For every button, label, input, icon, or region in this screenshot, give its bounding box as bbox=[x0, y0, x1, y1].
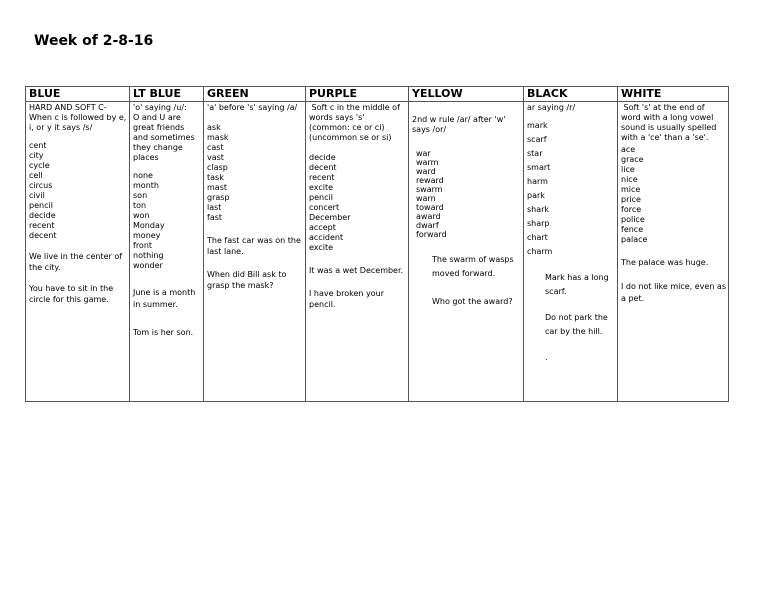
rule-text: ar saying /r/ bbox=[527, 103, 576, 112]
example-sentence: I have broken your pencil. bbox=[309, 289, 385, 309]
word-item: mask bbox=[207, 133, 229, 142]
word-item: civil bbox=[29, 191, 45, 200]
word-item: ace bbox=[621, 145, 636, 154]
content-row bbox=[26, 102, 729, 402]
column-header-white: WHITE bbox=[618, 87, 729, 102]
column-header-black: BLACK bbox=[524, 87, 618, 102]
column-cell-white bbox=[618, 102, 729, 402]
column-cell-purple bbox=[306, 102, 409, 402]
example-sentence: The palace was huge. bbox=[621, 258, 709, 267]
column-cell-blue bbox=[26, 102, 130, 402]
word-item: accept bbox=[309, 223, 336, 232]
word-item: excite bbox=[309, 183, 334, 192]
word-item: smart bbox=[527, 163, 551, 172]
word-item: money bbox=[133, 231, 161, 240]
word-list bbox=[527, 119, 615, 259]
example-sentence: Mark has a long scarf. bbox=[545, 273, 609, 296]
word-item: recent bbox=[29, 221, 55, 230]
word-item: shark bbox=[527, 205, 550, 214]
word-item: fence bbox=[621, 225, 644, 234]
word-item: police bbox=[621, 215, 645, 224]
word-item: swarm bbox=[416, 185, 443, 194]
column-cell-lt-blue bbox=[130, 102, 204, 402]
word-item: park bbox=[527, 191, 545, 200]
example-sentence: You have to sit in the circle for this game. bbox=[29, 284, 114, 304]
word-item: cell bbox=[29, 171, 43, 180]
example-sentence: The swarm of wasps moved forward. bbox=[432, 255, 514, 278]
word-item: ask bbox=[207, 123, 221, 132]
word-item: concert bbox=[309, 203, 340, 212]
word-item: cycle bbox=[29, 161, 50, 170]
example-sentence: When did Bill ask to grasp the mask? bbox=[207, 270, 287, 290]
word-item: charm bbox=[527, 247, 553, 256]
word-item: force bbox=[621, 205, 642, 214]
rule-text: 'a' before 's' saying /a/ bbox=[207, 103, 298, 112]
word-item: cast bbox=[207, 143, 224, 152]
word-item: son bbox=[133, 191, 148, 200]
word-item: excite bbox=[309, 243, 334, 252]
word-item: lice bbox=[621, 165, 635, 174]
rule-text: Soft 's' at the end of word with a long vowel sound is usually spelled with a 'ce' than a 'se'. bbox=[621, 103, 719, 142]
word-item: task bbox=[207, 173, 224, 182]
word-list bbox=[133, 171, 201, 271]
word-item: mast bbox=[207, 183, 227, 192]
word-item: decent bbox=[309, 163, 337, 172]
example-sentence: The fast car was on the last lane. bbox=[207, 236, 301, 256]
word-item: mice bbox=[621, 185, 641, 194]
column-cell-yellow bbox=[409, 102, 524, 402]
column-cell-black bbox=[524, 102, 618, 402]
word-item: award bbox=[416, 212, 441, 221]
word-item: won bbox=[133, 211, 150, 220]
rule-text: 2nd w rule /ar/ after 'w' says /or/ bbox=[412, 115, 508, 134]
spelling-table bbox=[25, 86, 729, 402]
column-header-yellow: YELLOW bbox=[409, 87, 524, 102]
column-header-green: GREEN bbox=[204, 87, 306, 102]
word-item: fast bbox=[207, 213, 223, 222]
example-sentence: June is a month in summer. bbox=[133, 288, 196, 309]
word-item: recent bbox=[309, 173, 335, 182]
word-item: forward bbox=[416, 230, 447, 239]
word-item: warm bbox=[416, 158, 439, 167]
word-item: wonder bbox=[133, 261, 163, 270]
word-list bbox=[309, 153, 406, 253]
example-sentence: It was a wet December. bbox=[309, 266, 404, 275]
word-item: nice bbox=[621, 175, 638, 184]
word-item: star bbox=[527, 149, 543, 158]
word-item: decide bbox=[309, 153, 336, 162]
word-item: month bbox=[133, 181, 159, 190]
word-item: warn bbox=[416, 194, 436, 203]
word-item: pencil bbox=[29, 201, 53, 210]
word-item: cent bbox=[29, 141, 47, 150]
rule-text: HARD AND SOFT C- When c is followed by e, i, or y it says /s/ bbox=[29, 103, 127, 132]
word-item: war bbox=[416, 149, 431, 158]
word-item: pencil bbox=[309, 193, 333, 202]
word-list bbox=[621, 145, 726, 245]
word-item: harm bbox=[527, 177, 548, 186]
word-item: scarf bbox=[527, 135, 547, 144]
word-item: nothing bbox=[133, 251, 164, 260]
word-item: accident bbox=[309, 233, 344, 242]
example-sentence: Tom is her son. bbox=[133, 328, 194, 337]
word-item: clasp bbox=[207, 163, 228, 172]
example-sentence: . bbox=[545, 353, 548, 362]
word-item: reward bbox=[416, 176, 444, 185]
column-header-lt-blue: LT BLUE bbox=[130, 87, 204, 102]
rule-text: Soft c in the middle of words says 's' (common: ce or ci) (uncommon se or si) bbox=[309, 103, 403, 142]
word-list bbox=[29, 141, 127, 241]
word-item: sharp bbox=[527, 219, 550, 228]
word-item: grasp bbox=[207, 193, 230, 202]
word-item: decide bbox=[29, 211, 56, 220]
word-item: circus bbox=[29, 181, 53, 190]
example-sentence: I do not like mice, even as a pet. bbox=[621, 282, 727, 303]
word-item: ton bbox=[133, 201, 147, 210]
word-item: grace bbox=[621, 155, 644, 164]
word-item: palace bbox=[621, 235, 648, 244]
word-item: Monday bbox=[133, 221, 165, 230]
word-item: city bbox=[29, 151, 44, 160]
word-item: decent bbox=[29, 231, 57, 240]
word-item: price bbox=[621, 195, 641, 204]
column-cell-green bbox=[204, 102, 306, 402]
example-sentence: We live in the center of the city. bbox=[29, 252, 123, 272]
header-row bbox=[26, 87, 729, 102]
word-item: none bbox=[133, 171, 153, 180]
page-title: Week of 2-8-16 bbox=[34, 33, 154, 49]
word-list bbox=[207, 123, 303, 223]
word-item: ward bbox=[416, 167, 436, 176]
example-sentence: Who got the award? bbox=[432, 297, 513, 306]
word-item: last bbox=[207, 203, 222, 212]
column-header-blue: BLUE bbox=[26, 87, 130, 102]
word-item: mark bbox=[527, 121, 548, 130]
word-item: chart bbox=[527, 233, 548, 242]
word-item: dwarf bbox=[416, 221, 439, 230]
word-item: front bbox=[133, 241, 153, 250]
word-item: toward bbox=[416, 203, 444, 212]
word-item: vast bbox=[207, 153, 224, 162]
example-sentence: Do not park the car by the hill. bbox=[545, 313, 608, 336]
rule-text: 'o' saying /u/: O and U are great friends and sometimes they change places bbox=[133, 103, 195, 162]
column-header-purple: PURPLE bbox=[306, 87, 409, 102]
word-item: December bbox=[309, 213, 351, 222]
word-list bbox=[412, 149, 521, 239]
